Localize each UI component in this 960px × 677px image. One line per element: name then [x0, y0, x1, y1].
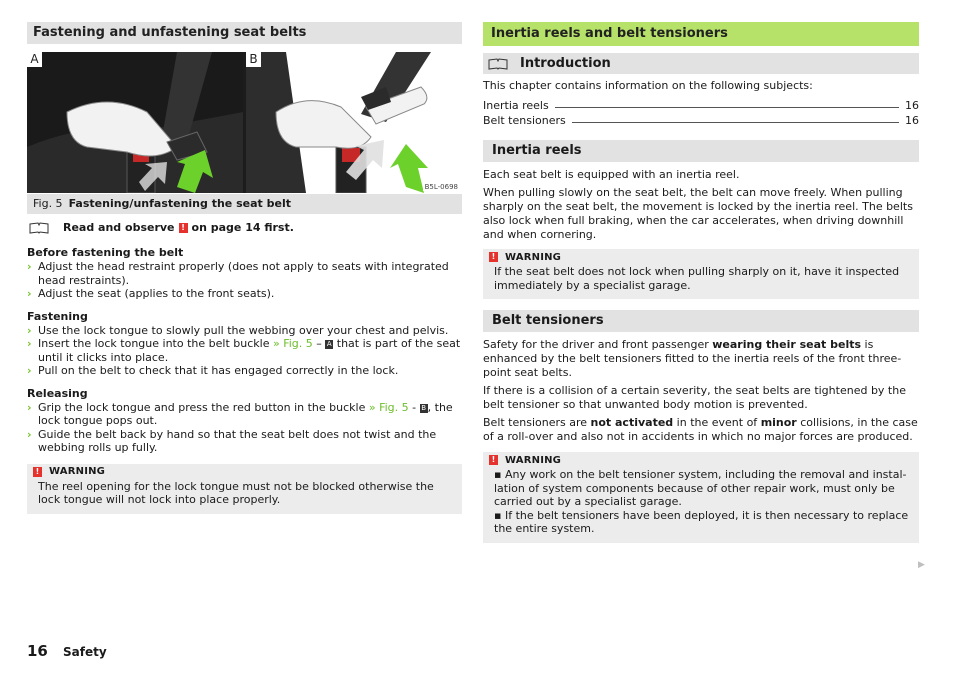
warning-text: If the seat belt does not lock when pulling sharply on it, have it inspected immediately by a specialist garage. — [494, 265, 900, 292]
chevron-right-icon: › — [27, 287, 32, 300]
warning-box — [483, 452, 919, 543]
before-heading: Before fastening the belt — [27, 246, 184, 259]
warning-list-item — [494, 509, 911, 536]
list-item — [27, 337, 462, 364]
figure-link[interactable]: » Fig. 5 — [368, 400, 409, 414]
toc-page: 16 — [905, 99, 919, 112]
panel-key-a: A — [326, 340, 332, 348]
right-column — [483, 22, 919, 543]
text-run: collisions, in the case of a roll-over and also not in accidents in which no major forces are produced. — [483, 416, 918, 443]
figure-code: B5L-0698 — [424, 183, 458, 191]
warning-header — [483, 249, 919, 265]
warning-icon: ! — [489, 252, 498, 262]
list-item-text: Use the lock tongue to slowly pull the webbing over your chest and pelvis. — [38, 323, 449, 337]
toc-leader — [555, 107, 899, 108]
inertia-reels-header: Inertia reels — [483, 140, 919, 162]
list-item — [27, 428, 462, 455]
figure-caption — [27, 194, 462, 214]
dash: – — [316, 337, 322, 350]
text-run-bold: minor — [760, 416, 797, 429]
toc-leader — [572, 122, 899, 123]
square-bullet-icon: ▪ — [494, 508, 505, 522]
left-column — [27, 22, 462, 514]
figure-panel-a — [27, 52, 243, 193]
chevron-right-icon: › — [27, 260, 32, 273]
list-item-text: Insert the lock tongue into the belt buckle — [38, 337, 270, 350]
warning-icon[interactable]: ! — [179, 223, 188, 233]
inertia-paragraph-2: When pulling slowly on the seat belt, the belt can move freely. When pulling sharply on the seat belt, the movement is locked by the inertia reel. The belts also lock when full braking, when the car accelerates, when driving downhill and when cornering. — [483, 186, 913, 241]
list-item-text: Grip the lock tongue and press the red button in the buckle — [38, 400, 366, 414]
introduction-title: Introduction — [520, 56, 611, 71]
warning-list-item-text: If the belt tensioners have been deployed, it is then necessary to replace the entire system. — [494, 508, 909, 535]
tensioners-paragraph-1 — [483, 338, 919, 380]
book-icon — [29, 222, 49, 234]
panel-label-a: A — [27, 52, 42, 67]
panel-label-b: B — [246, 52, 261, 67]
inertia-paragraph-1: Each seat belt is equipped with an inertia reel. — [483, 168, 740, 181]
table-of-contents — [483, 97, 919, 127]
warning-header — [27, 464, 462, 480]
fastening-illustration — [27, 52, 243, 193]
read-observe-prefix: Read and observe — [63, 221, 175, 234]
tensioners-paragraph-2: If there is a collision of a certain severity, the seat belts are tightened by the belt tensioner so that unwanted body motion is prevented. — [483, 384, 906, 411]
toc-label: Inertia reels — [483, 99, 549, 112]
belt-tensioners-header: Belt tensioners — [483, 310, 919, 332]
chapter-header: Inertia reels and belt tensioners — [483, 22, 919, 46]
list-item — [27, 287, 462, 301]
text-run-bold: wearing their seat belts — [712, 338, 862, 351]
warning-box — [483, 249, 919, 299]
read-and-observe — [27, 220, 462, 236]
footer-section-title: Safety — [63, 645, 107, 659]
warning-title: WARNING — [505, 454, 562, 466]
warning-list — [483, 468, 919, 536]
intro-text: This chapter contains information on the following subjects: — [483, 79, 813, 92]
warning-icon: ! — [489, 455, 498, 465]
square-bullet-icon: ▪ — [494, 468, 505, 481]
toc-page: 16 — [905, 114, 919, 127]
chevron-right-icon: › — [27, 427, 32, 441]
warning-title: WARNING — [505, 251, 562, 263]
list-item — [27, 260, 462, 287]
warning-box — [27, 464, 462, 514]
text-run: Belt tensioners are — [483, 416, 588, 429]
warning-icon: ! — [33, 467, 42, 477]
toc-entry[interactable] — [483, 112, 919, 127]
read-observe-suffix: on page 14 first. — [191, 221, 294, 234]
chevron-right-icon: › — [27, 337, 32, 350]
list-item — [27, 401, 462, 428]
warning-list-item-text: Any work on the belt tensioner system, including the removal and instal-lation of system components because of other repair work, must only be carried out by a specialist garage. — [494, 468, 907, 508]
text-run: is enhanced by the belt tensioners fitted to the inertia reels of the front three-point seat belts. — [483, 338, 902, 379]
list-item-text: Adjust the seat (applies to the front seats). — [38, 287, 275, 300]
chevron-right-icon: › — [27, 400, 32, 414]
list-item-text: Adjust the head restraint properly (does not apply to seats with integrated head restraints). — [38, 260, 449, 287]
list-item-text: Guide the belt back by hand so that the seat belt does not twist and the webbing rolls up fully. — [38, 427, 437, 454]
introduction-header — [483, 53, 919, 74]
warning-header — [483, 452, 919, 468]
section-header-fastening: Fastening and unfastening seat belts — [27, 22, 462, 44]
list-item-text: Pull on the belt to check that it has engaged correctly in the lock. — [38, 364, 399, 377]
figure-seat-belt — [27, 52, 462, 193]
book-icon — [488, 58, 508, 70]
tensioners-paragraph-3 — [483, 416, 919, 444]
chevron-right-icon: › — [27, 323, 32, 337]
list-item-text: that is part of the seat until it clicks into place. — [38, 337, 461, 364]
text-run-bold: not activated — [590, 416, 674, 429]
fastening-heading: Fastening — [27, 309, 88, 323]
figure-caption-number: Fig. 5 — [33, 197, 63, 210]
figure-panel-b — [246, 52, 462, 193]
toc-entry[interactable] — [483, 97, 919, 112]
text-run: Safety for the driver and front passenger — [483, 338, 709, 351]
unfastening-illustration — [246, 52, 462, 193]
warning-title: WARNING — [49, 466, 106, 477]
continue-arrow-icon: ▶ — [918, 560, 925, 570]
text-run: in the event of — [676, 416, 758, 429]
panel-key-b: B — [421, 403, 427, 412]
page-number: 16 — [27, 642, 48, 660]
figure-caption-text: Fastening/unfastening the seat belt — [68, 197, 291, 210]
list-item-text: , the lock tongue pops out. — [38, 400, 453, 427]
warning-text: The reel opening for the lock tongue must not be blocked otherwise the lock tongue will not lock into place properly. — [38, 479, 434, 506]
warning-list-item — [494, 468, 911, 509]
list-item — [27, 324, 462, 338]
toc-label: Belt tensioners — [483, 114, 566, 127]
list-item — [27, 364, 462, 378]
dash: - — [412, 400, 417, 414]
releasing-heading: Releasing — [27, 386, 88, 400]
figure-link[interactable]: » Fig. 5 — [272, 337, 313, 350]
chevron-right-icon: › — [27, 364, 32, 377]
